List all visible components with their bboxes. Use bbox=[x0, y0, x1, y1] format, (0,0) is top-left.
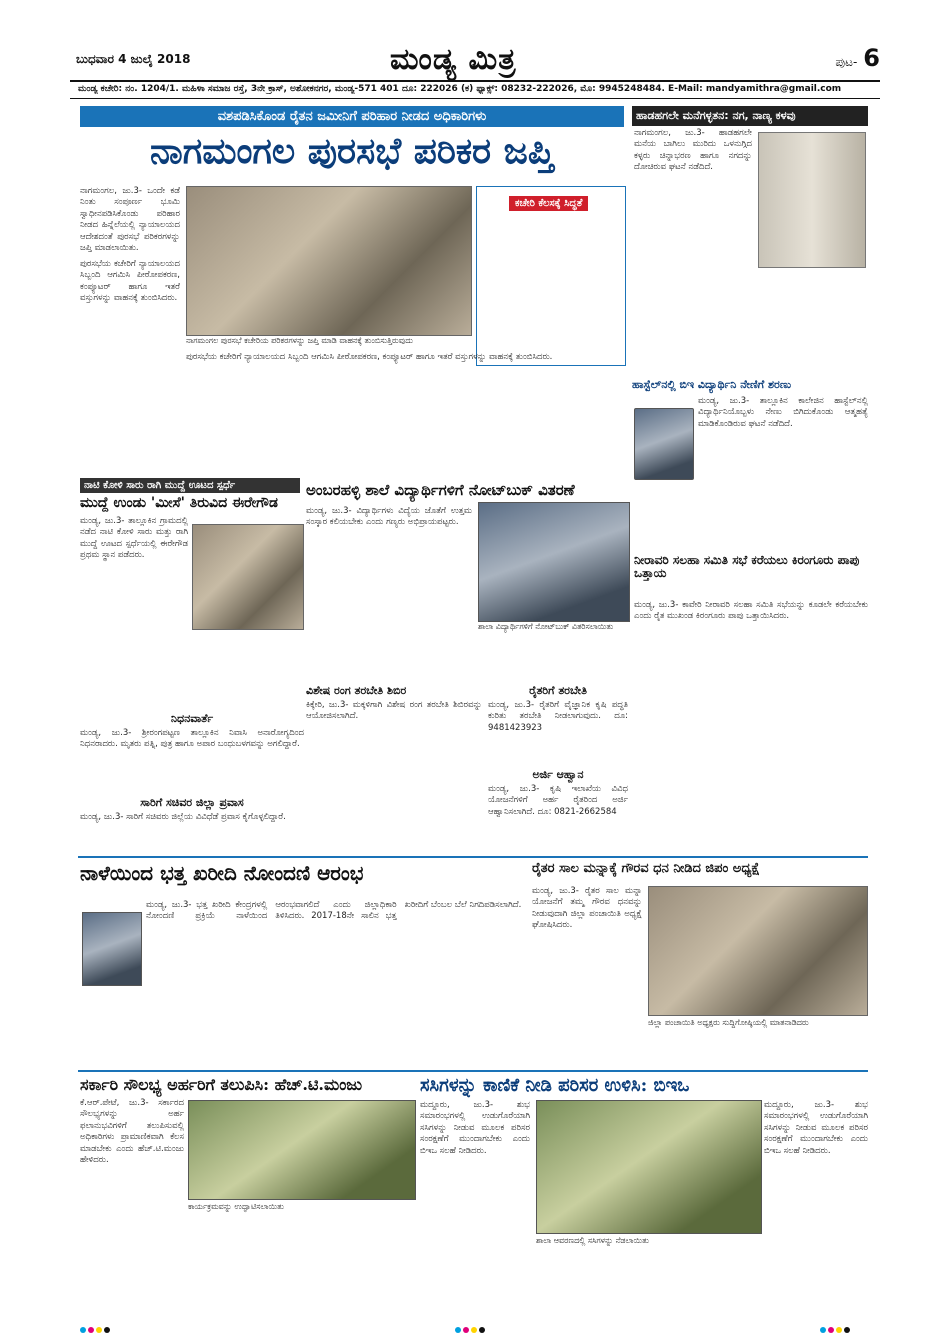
side1-photo bbox=[758, 132, 866, 268]
side1-sub-body: ಮಂಡ್ಯ, ಜು.3- ತಾಲ್ಲೂಕಿನ ಕಾಲೇಜಿನ ಹಾಸ್ಟೆಲ್‌ನಲ್ಲಿ ವಿದ್ಯಾರ್ಥಿನಿಯೊಬ್ಬಳು ನೇಣು ಬಿಗಿದುಕೊಂಡು ಆತ್ಮಹತ್ಯೆ ಮಾಡಿಕೊಂಡಿರುವ ಘಟನೆ ನಡೆದಿದೆ. bbox=[698, 396, 868, 429]
story7-body: ಮದ್ದೂರು, ಜು.3- ಶುಭ ಸಮಾರಂಭಗಳಲ್ಲಿ ಉಡುಗೊರೆಯಾಗಿ ಸಸಿಗಳನ್ನು ನೀಡುವ ಮೂಲಕ ಪರಿಸರ ಸಂರಕ್ಷಣೆಗೆ ಮುಂದಾಗಬೇಕು ಎಂದು ಬಿಇಒ ಸಲಹೆ ನೀಡಿದರು. bbox=[420, 1100, 530, 1156]
tour-body: ಮಂಡ್ಯ, ಜು.3- ಸಾರಿಗೆ ಸಚಿವರು ಜಿಲ್ಲೆಯ ವಿವಿಧೆಡೆ ಪ್ರವಾಸ ಕೈಗೊಳ್ಳಲಿದ್ದಾರೆ. bbox=[80, 812, 286, 822]
section-rule-1 bbox=[78, 856, 868, 858]
story5-caption: ಜಿಲ್ಲಾ ಪಂಚಾಯಿತಿ ಅಧ್ಯಕ್ಷರು ಸುದ್ದಿಗೋಷ್ಠಿಯಲ್ಲಿ ಮಾತನಾಡಿದರು bbox=[648, 1018, 809, 1027]
story2-headline: ಮುದ್ದೆ ಉಂಡು 'ಮೀಸೆ' ತಿರುವಿದ ಈರೇಗೌಡ bbox=[80, 495, 278, 511]
side2-body: ಮಂಡ್ಯ, ಜು.3- ಕಾವೇರಿ ನೀರಾವರಿ ಸಲಹಾ ಸಮಿತಿ ಸಭೆಯನ್ನು ಕೂಡಲೇ ಕರೆಯಬೇಕು ಎಂದು ರೈತ ಮುಖಂಡ ಕಿರಂಗೂರು ಪಾಪು ಒತ್ತಾಯಿಸಿದರು. bbox=[634, 600, 868, 622]
story3-photo bbox=[478, 502, 630, 622]
registration-dots-center bbox=[455, 1318, 487, 1337]
side1-subhead: ಹಾಸ್ಟೆಲ್‌ನಲ್ಲಿ ಬಿಇ ವಿದ್ಯಾರ್ಥಿನಿ ನೇಣಿಗೆ ಶರಣು bbox=[632, 378, 792, 391]
student-photo bbox=[634, 408, 694, 480]
notice-title: ನಿಧನವಾರ್ತೆ bbox=[170, 712, 214, 725]
story3-caption: ಶಾಲಾ ವಿದ್ಯಾರ್ಥಿಗಳಿಗೆ ನೋಟ್‌ಬುಕ್ ವಿತರಿಸಲಾಯಿತು bbox=[478, 622, 614, 631]
story3-body: ಮಂಡ್ಯ, ಜು.3- ವಿದ್ಯಾರ್ಥಿಗಳು ವಿದ್ಯೆಯ ಜೊತೆಗೆ ಉತ್ತಮ ಸಂಸ್ಕಾರ ಕಲಿಯಬೇಕು ಎಂದು ಗಣ್ಯರು ಅಭಿಪ್ರಾಯಪಟ್ಟರು. bbox=[306, 506, 472, 528]
story4-photo bbox=[82, 912, 142, 986]
masthead-rule bbox=[70, 80, 880, 82]
story5-body: ಮಂಡ್ಯ, ಜು.3- ರೈತರ ಸಾಲ ಮನ್ನಾ ಯೋಜನೆಗೆ ತಮ್ಮ ಗೌರವ ಧನವನ್ನು ನೀಡುವುದಾಗಿ ಜಿಲ್ಲಾ ಪಂಚಾಯಿತಿ ಅಧ್ಯಕ್ಷೆ ಘೋಷಿಸಿದರು. bbox=[532, 886, 642, 931]
tour-title: ಸಾರಿಗೆ ಸಚಿವರ ಜಿಲ್ಲಾ ಪ್ರವಾಸ bbox=[140, 796, 244, 809]
story6-headline: ಸರ್ಕಾರಿ ಸೌಲಭ್ಯ ಅರ್ಹರಿಗೆ ತಲುಪಿಸಿ: ಹೆಚ್.ಟಿ.ಮಂಜು bbox=[80, 1075, 363, 1094]
story4-headline: ನಾಳೆಯಿಂದ ಭತ್ತ ಖರೀದಿ ನೋಂದಣಿ ಆರಂಭ bbox=[80, 861, 364, 885]
page-indicator bbox=[835, 44, 880, 72]
story1-body-p2: ಪುರಸಭೆಯ ಕಚೇರಿಗೆ ನ್ಯಾಯಾಲಯದ ಸಿಬ್ಬಂದಿ ಆಗಮಿಸಿ ಪೀಠೋಪಕರಣ, ಕಂಪ್ಯೂಟರ್ ಹಾಗೂ ಇತರೆ ವಸ್ತುಗಳನ್ನು ವಾಹನಕ್ಕೆ ತುಂಬಿಸಿದರು. bbox=[80, 258, 180, 304]
application-title: ಅರ್ಜಿ ಆಹ್ವಾನ bbox=[532, 768, 584, 781]
registration-dots-left bbox=[80, 1318, 112, 1337]
story1-body bbox=[80, 186, 180, 486]
farmer-body: ಮಂಡ್ಯ, ಜು.3- ರೈತರಿಗೆ ವೈಜ್ಞಾನಿಕ ಕೃಷಿ ಪದ್ಧತಿ ಕುರಿತು ತರಬೇತಿ ನೀಡಲಾಗುವುದು. ದೂ: 9481423923 bbox=[488, 700, 628, 733]
camp-body: ಕಿಕ್ಕೇರಿ, ಜು.3- ಮಕ್ಕಳಿಗಾಗಿ ವಿಶೇಷ ರಂಗ ತರಬೇತಿ ಶಿಬಿರವನ್ನು ಆಯೋಜಿಸಲಾಗಿದೆ. bbox=[306, 700, 482, 722]
story1-box-title: ಕಚೇರಿ ಕೆಲಸಕ್ಕೆ ಸಿದ್ಧತೆ bbox=[509, 196, 588, 211]
section-rule-2 bbox=[78, 1070, 868, 1072]
page-number: 6 bbox=[863, 44, 880, 72]
newspaper-title: ಮಂಡ್ಯ ಮಿತ್ರ bbox=[390, 42, 517, 77]
story1-headline: ನಾಗಮಂಗಲ ಪುರಸಭೆ ಪರಿಕರ ಜಪ್ತಿ bbox=[150, 130, 554, 172]
story1-photo bbox=[186, 186, 472, 336]
application-body: ಮಂಡ್ಯ, ಜು.3- ಕೃಷಿ ಇಲಾಖೆಯ ವಿವಿಧ ಯೋಜನೆಗಳಿಗೆ ಅರ್ಹ ರೈತರಿಂದ ಅರ್ಜಿ ಆಹ್ವಾನಿಸಲಾಗಿದೆ. ದೂ: 0821-2662584 bbox=[488, 784, 628, 817]
issue-date: ಬುಧವಾರ 4 ಜುಲೈ 2018 bbox=[76, 52, 191, 66]
registration-marks bbox=[0, 1318, 945, 1328]
story1-body-cont: ಪುರಸಭೆಯ ಕಚೇರಿಗೆ ನ್ಯಾಯಾಲಯದ ಸಿಬ್ಬಂದಿ ಆಗಮಿಸಿ ಪೀಠೋಪಕರಣ, ಕಂಪ್ಯೂಟರ್ ಹಾಗೂ ಇತರೆ ವಸ್ತುಗಳನ್ನು ವಾಹನಕ್ಕೆ ತುಂಬಿಸಿದರು. bbox=[186, 352, 553, 362]
address-line: ಮಂಡ್ಯ ಕಚೇರಿ: ನಂ. 1204/1. ಮಹಿಳಾ ಸಮಾಜ ರಸ್ತೆ, 3ನೇ ಕ್ರಾಸ್, ಅಶೋಕನಗರ, ಮಂಡ್ಯ-571 401 ದೂ: 222026 (ಕ) ಫ್ಯಾಕ್ಸ್: 08232-222026, ಮೊ: 9945248484. E-Mail: mandyamithra@gmail.com bbox=[78, 84, 842, 94]
camp-title: ವಿಶೇಷ ರಂಗ ತರಬೇತಿ ಶಿಬಿರ bbox=[306, 684, 407, 697]
story5-headline: ರೈತರ ಸಾಲ ಮನ್ನಾಕ್ಕೆ ಗೌರವ ಧನ ನೀಡಿದ ಜಿಪಂ ಅಧ್ಯಕ್ಷೆ bbox=[532, 861, 760, 876]
address-rule bbox=[70, 98, 880, 99]
story1-caption: ನಾಗಮಂಗಲ ಪುರಸಭೆ ಕಚೇರಿಯ ಪರಿಕರಗಳನ್ನು ಜಪ್ತಿ ಮಾಡಿ ವಾಹನಕ್ಕೆ ತುಂಬಿಸುತ್ತಿರುವುದು bbox=[186, 336, 413, 345]
farmer-title: ರೈತರಿಗೆ ತರಬೇತಿ bbox=[529, 684, 587, 697]
registration-dots-right bbox=[820, 1318, 852, 1337]
story6-caption: ಕಾರ್ಯಕ್ರಮವನ್ನು ಉದ್ಘಾಟಿಸಲಾಯಿತು bbox=[188, 1202, 284, 1211]
story3-headline: ಅಂಬರಹಳ್ಳಿ ಶಾಲೆ ವಿದ್ಯಾರ್ಥಿಗಳಿಗೆ ನೋಟ್‌ಬುಕ್ ವಿತರಣೆ bbox=[306, 481, 575, 499]
story6-photo bbox=[188, 1100, 416, 1200]
masthead bbox=[70, 40, 880, 80]
story1-kicker: ವಶಪಡಿಸಿಕೊಂಡ ರೈತನ ಜಮೀನಿಗೆ ಪರಿಹಾರ ನೀಡದ ಅಧಿಕಾರಿಗಳು bbox=[80, 106, 624, 127]
side2-headline: ನೀರಾವರಿ ಸಲಹಾ ಸಮಿತಿ ಸಭೆ ಕರೆಯಲು ಕಿರಂಗೂರು ಪಾಪು ಒತ್ತಾಯ bbox=[634, 553, 860, 581]
side1-headline: ಹಾಡಹಗಲೇ ಮನೆಗಳ್ಳತನ: ನಗ, ನಾಣ್ಯ ಕಳವು bbox=[632, 106, 868, 126]
story5-photo bbox=[648, 886, 868, 1016]
page-label: ಪುಟ- bbox=[835, 55, 858, 69]
story7-photo bbox=[536, 1100, 762, 1234]
story7-headline: ಸಸಿಗಳನ್ನು ಕಾಣಿಕೆ ನೀಡಿ ಪರಿಸರ ಉಳಿಸಿ: ಬಿಇಒ bbox=[420, 1075, 690, 1096]
story1-body-p1: ನಾಗಮಂಗಲ, ಜು.3- ಒಂದೇ ಕಡೆ ನಿಂತು ಸಂಪೂರ್ಣ ಭೂಮಿ ಸ್ವಾಧೀನಪಡಿಸಿಕೊಂಡು ಪರಿಹಾರ ನೀಡದ ಹಿನ್ನೆಲೆಯಲ್ಲಿ ನ್ಯಾಯಾಲಯದ ಆದೇಶದಂತೆ ಪುರಸಭೆ ಪರಿಕರಗಳನ್ನು ಜಪ್ತಿ ಮಾಡಲಾಯಿತು. bbox=[80, 186, 180, 254]
story1-box bbox=[476, 186, 626, 366]
story4-body: ಮಂಡ್ಯ, ಜು.3- ಭತ್ತ ಖರೀದಿ ಕೇಂದ್ರಗಳಲ್ಲಿ ನೋಂದಣಿ ಪ್ರಕ್ರಿಯೆ ನಾಳೆಯಿಂದ ಆರಂಭವಾಗಲಿದೆ ಎಂದು ಜಿಲ್ಲಾಧಿಕಾರಿ ತಿಳಿಸಿದರು. 2017-18ನೇ ಸಾಲಿನ ಭತ್ತ ಖರೀದಿಗೆ ಬೆಂಬಲ ಬೆಲೆ ನಿಗದಿಪಡಿಸಲಾಗಿದೆ. bbox=[146, 900, 522, 922]
story2-photo bbox=[192, 524, 304, 630]
story6-body: ಕೆ.ಆರ್.ಪೇಟೆ, ಜು.3- ಸರ್ಕಾರದ ಸೌಲಭ್ಯಗಳನ್ನು ಅರ್ಹ ಫಲಾನುಭವಿಗಳಿಗೆ ತಲುಪಿಸುವಲ್ಲಿ ಅಧಿಕಾರಿಗಳು ಪ್ರಾಮಾಣಿಕವಾಗಿ ಕೆಲಸ ಮಾಡಬೇಕು ಎಂದು ಹೆಚ್.ಟಿ.ಮಂಜು ಹೇಳಿದರು. bbox=[80, 1098, 184, 1166]
side1-body: ನಾಗಮಂಗಲ, ಜು.3- ಹಾಡಹಗಲೇ ಮನೆಯ ಬಾಗಿಲು ಮುರಿದು ಒಳನುಗ್ಗಿದ ಕಳ್ಳರು ಚಿನ್ನಾಭರಣ ಹಾಗೂ ನಗದನ್ನು ದೋಚಿರುವ ಘಟನೆ ನಡೆದಿದೆ. bbox=[634, 128, 752, 173]
story7-body-right: ಮದ್ದೂರು, ಜು.3- ಶುಭ ಸಮಾರಂಭಗಳಲ್ಲಿ ಉಡುಗೊರೆಯಾಗಿ ಸಸಿಗಳನ್ನು ನೀಡುವ ಮೂಲಕ ಪರಿಸರ ಸಂರಕ್ಷಣೆಗೆ ಮುಂದಾಗಬೇಕು ಎಂದು ಬಿಇಒ ಸಲಹೆ ನೀಡಿದರು. bbox=[764, 1100, 868, 1156]
story2-body: ಮಂಡ್ಯ, ಜು.3- ತಾಲ್ಲೂಕಿನ ಗ್ರಾಮದಲ್ಲಿ ನಡೆದ ನಾಟಿ ಕೋಳಿ ಸಾರು ಮತ್ತು ರಾಗಿ ಮುದ್ದೆ ಊಟದ ಸ್ಪರ್ಧೆಯಲ್ಲಿ ಈರೇಗೌಡ ಪ್ರಥಮ ಸ್ಥಾನ ಪಡೆದರು. bbox=[80, 516, 188, 561]
story7-caption: ಶಾಲಾ ಆವರಣದಲ್ಲಿ ಸಸಿಗಳನ್ನು ನೆಡಲಾಯಿತು bbox=[536, 1236, 649, 1245]
notice-body: ಮಂಡ್ಯ, ಜು.3- ಶ್ರೀರಂಗಪಟ್ಟಣ ತಾಲ್ಲೂಕಿನ ನಿವಾಸಿ ಅನಾರೋಗ್ಯದಿಂದ ನಿಧನರಾದರು. ಮೃತರು ಪತ್ನಿ, ಪುತ್ರ ಹಾಗೂ ಅಪಾರ ಬಂಧುಬಳಗವನ್ನು ಅಗಲಿದ್ದಾರೆ. bbox=[80, 728, 304, 750]
story2-kicker: ನಾಟಿ ಕೋಳಿ ಸಾರು ರಾಗಿ ಮುದ್ದೆ ಊಟದ ಸ್ಪರ್ಧೆ bbox=[80, 478, 300, 493]
